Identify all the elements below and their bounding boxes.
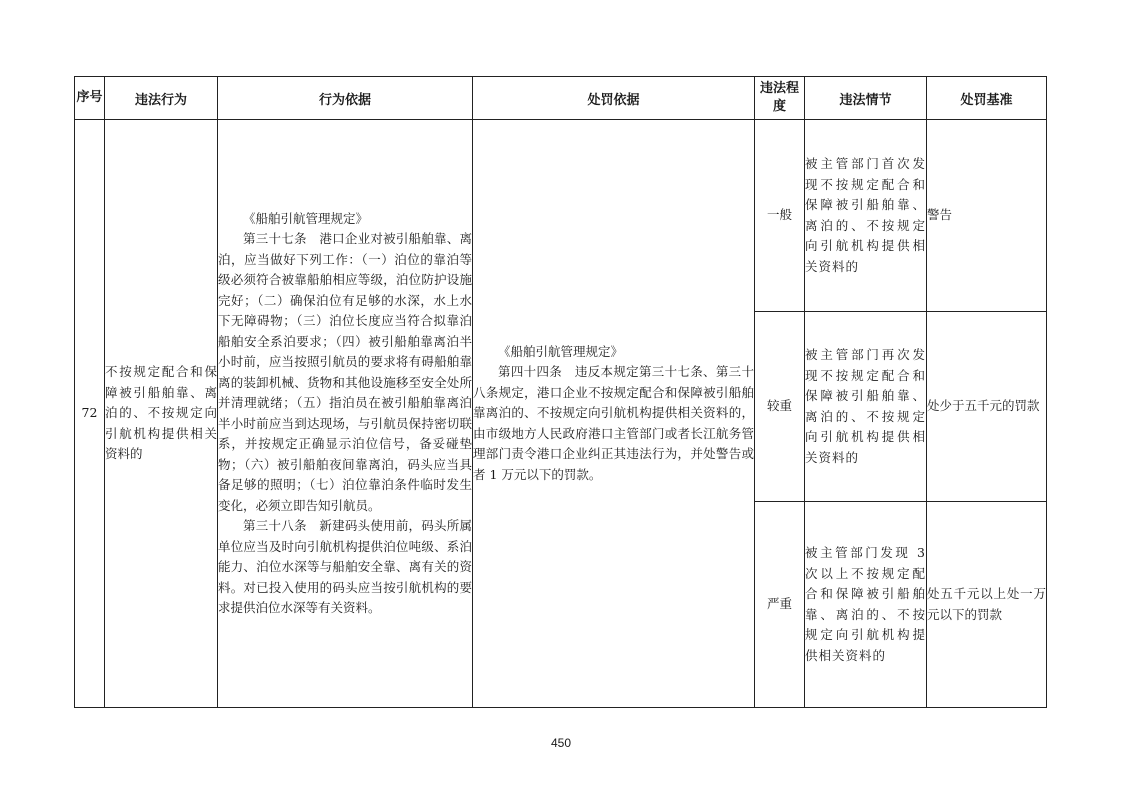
penalty-paragraph: 第四十四条 违反本规定第三十七条、第三十八条规定，港口企业不按规定配合和保障被引船舶靠离泊的、不按规定向引航机构提供相关资料的，由市级地方人民政府港口主管部门或者长江航务管理部门责令港口企业纠正其违法行为，并处警告或者 1 万元以下的罚款。 xyxy=(473,364,754,482)
header-degree: 违法程度 xyxy=(755,77,805,120)
level-degree: 一般 xyxy=(755,120,805,312)
level-situation: 被主管部门再次发现不按规定配合和保障被引船舶靠、离泊的、不按规定向引航机构提供相关资料的 xyxy=(805,312,927,502)
level-situation: 被主管部门发现 3 次以上不按规定配合和保障被引船舶靠、离泊的、不按规定向引航机构提供相关资料的 xyxy=(805,502,927,708)
level-degree: 严重 xyxy=(755,502,805,708)
row-penalty-basis xyxy=(473,120,755,708)
header-standard: 处罚基准 xyxy=(927,77,1047,120)
level-situation: 被主管部门首次发现不按规定配合和保障被引船舶靠、离泊的、不按规定向引航机构提供相关资料的 xyxy=(805,120,927,312)
page-number: 450 xyxy=(550,736,572,750)
table-row xyxy=(75,120,1047,312)
penalty-paragraph: 《船舶引航管理规定》 xyxy=(498,343,624,359)
basis-paragraph: 第三十七条 港口企业对被引船舶靠、离泊，应当做好下列工作：（一）泊位的靠泊等级必须符合被靠船舶相应等级，泊位防护设施完好；（二）确保泊位有足够的水深，水上水下无障碍物；（三）泊位长度应当符合拟靠泊船舶安全系泊要求；（四）被引船舶靠离泊半小时前，应当按照引航员的要求将有碍船舶靠离的装卸机械、货物和其他设施移至安全处所并清理就绪；（五）指泊员在被引船舶靠离泊半小时前应当到达现场，与引航员保持密切联系，并按规定正确显示泊位信号，备妥碰垫物；（六）被引船舶夜间靠离泊，码头应当具备足够的照明；（七）泊位靠泊条件临时发生变化，必须立即告知引航员。 xyxy=(218,231,472,513)
level-standard: 处五千元以上处一万元以下的罚款 xyxy=(927,502,1047,708)
header-situation: 违法情节 xyxy=(805,77,927,120)
level-standard: 处少于五千元的罚款 xyxy=(927,312,1047,502)
basis-paragraph: 《船舶引航管理规定》 xyxy=(243,210,369,226)
level-degree: 较重 xyxy=(755,312,805,502)
row-seq: 72 xyxy=(75,120,105,708)
penalty-table xyxy=(74,76,1047,708)
header-penalty-basis: 处罚依据 xyxy=(473,77,755,120)
row-behavior: 不按规定配合和保障被引船舶靠、离泊的、不按规定向引航机构提供相关资料的 xyxy=(105,120,218,708)
row-basis xyxy=(218,120,473,708)
header-basis: 行为依据 xyxy=(218,77,473,120)
header-behavior: 违法行为 xyxy=(105,77,218,120)
level-standard: 警告 xyxy=(927,120,1047,312)
header-row xyxy=(75,77,1047,120)
basis-paragraph: 第三十八条 新建码头使用前，码头所属单位应当及时向引航机构提供泊位吨级、系泊能力、泊位水深等与船舶安全靠、离有关的资料。对已投入使用的码头应当按引航机构的要求提供泊位水深等有关资料。 xyxy=(218,518,472,615)
header-seq: 序号 xyxy=(75,77,105,120)
